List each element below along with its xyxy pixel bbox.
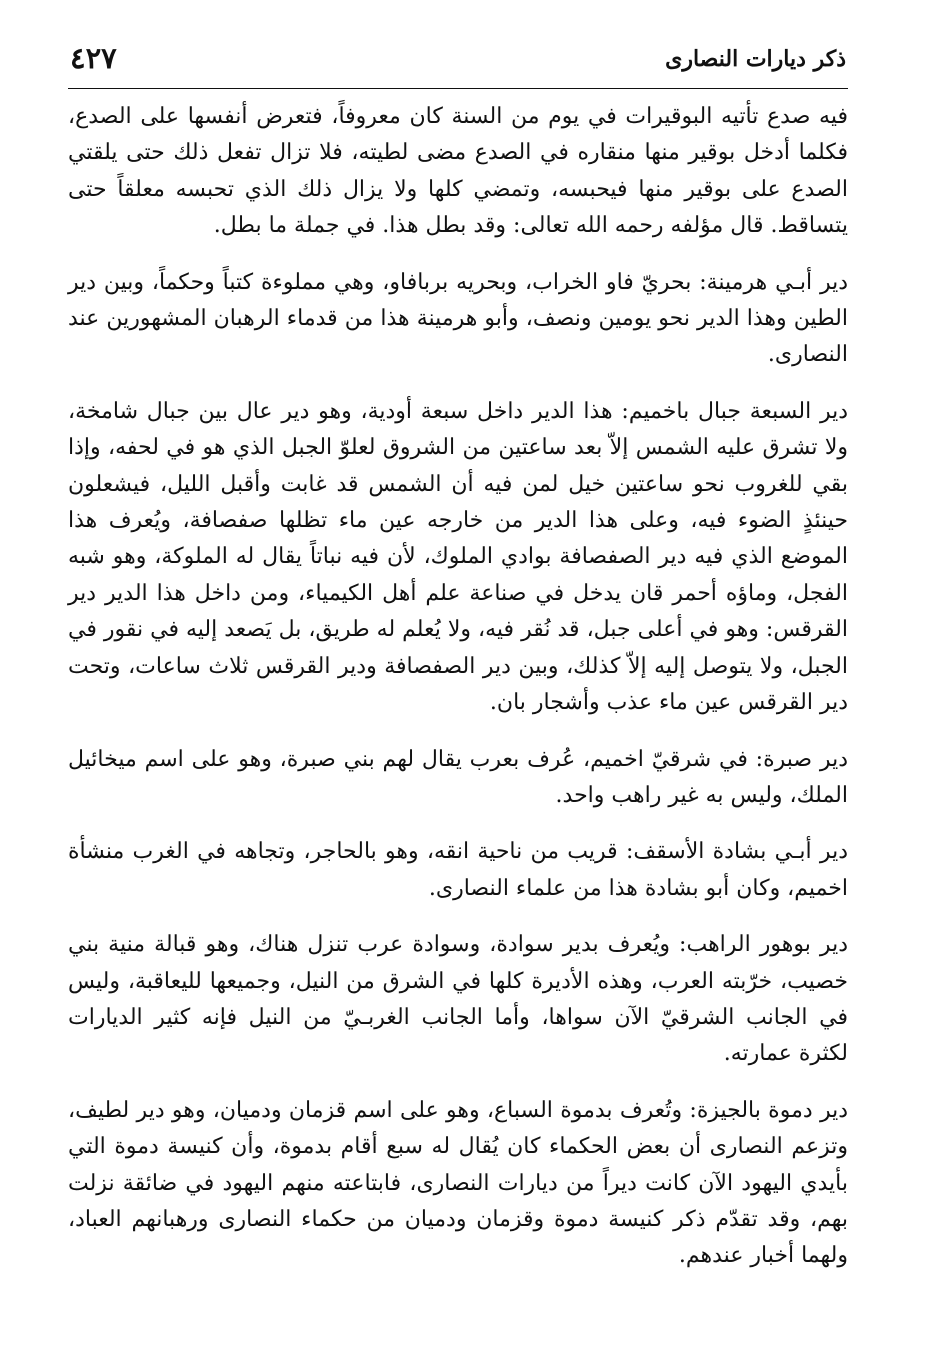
paragraph: دير أبـي بشادة الأسقف: قريب من ناحية انقه، وهو بالحاجر، وتجاهه في الغرب منشأة اخميم، وكان أبو بشادة هذا من علماء النصارى. bbox=[68, 839, 848, 901]
body-text bbox=[68, 99, 848, 1275]
paragraph: دير بوهور الراهب: ويُعرف بدير سوادة، وسوادة عرب تنزل هناك، وهو قبالة منية بني خصيب، خرّبته العرب، وهذه الأديرة كلها في الشرق من النيل، وجميعها لليعاقبة، وليس في الجانب الشرقيّ الآن سواها، وأما الجانب الغربـيّ من النيل فإنه كثير الديارات لكثرة عمارته. bbox=[68, 932, 848, 1067]
book-page bbox=[68, 34, 848, 1334]
paragraph: دير أبـي هرمينة: بحريّ فاو الخراب، وبحريه بربافاو، وهي مملوءة كتباً وحكماً، وبين دير الطين وهذا الدير نحو يومين ونصف، وأبو هرمينة هذا من قدماء الرهبان المشهورين عند النصارى. bbox=[68, 269, 848, 368]
paragraph: دير السبعة جبال باخميم: هذا الدير داخل سبعة أودية، وهو دير عال بين جبال شامخة، ولا تشرق عليه الشمس إلاّ بعد ساعتين من الشروق لعلوّ الجبل الذي هو في لحفه، وإذا بقي للغروب نحو ساعتين خيل لمن فيه أن الشمس قد غابت وأقبل الليل، فيشعلون حينئذٍ الضوء فيه، وعلى هذا الدير من خارجه عين ماء تظلها صفصافة، ويُعرف هذا الموضع الذي فيه دير الصفصافة بوادي الملوك، لأن فيه نباتاً يقال له الملوكة، وهو شبه الفجل، وماؤه أحمر قان يدخل في صناعة علم أهل الكيمياء، ومن داخل هذا الدير دير القرقس: وهو في أعلى جبل، قد نُقر فيه، ولا يُعلم له طريق، بل يَصعد إليه في نقور في الجبل، ولا يتوصل إليه إلاّ كذلك، وبين دير الصفصافة ودير القرقس ثلاث ساعات، وتحت دير القرقس عين ماء عذب وأشجار بان. bbox=[68, 398, 848, 716]
running-title: ذكر ديارات النصارى bbox=[665, 46, 846, 72]
page-header bbox=[68, 34, 848, 89]
page-number: ٤٢٧ bbox=[70, 41, 117, 75]
paragraph: دير دموة بالجيزة: وتُعرف بدموة السباع، وهو على اسم قزمان ودميان، وهو دير لطيف، وتزعم النصارى أن بعض الحكماء كان يُقال له سبع أقام بدموة، وأن كنيسة دموة التي بأيدي اليهود الآن كانت ديراً من ديارات النصارى، فابتاعته منهم اليهود في ضائقة نزلت بهم، وقد تقدّم ذكر كنيسة دموة وقزمان ودميان من حكماء النصارى ورهبانهم العباد، ولهما أخبار عندهم. bbox=[68, 1097, 848, 1269]
paragraph: فيه صدع تأتيه البوقيرات في يوم من السنة كان معروفاً، فتعرض أنفسها على الصدع، فكلما أدخل بوقير منها منقاره في الصدع مضى لطيته، فلا تزال تفعل ذلك حتى يلقتي الصدع على بوقير منها فيحبسه، وتمضي كلها ولا يزال ذلك الذي تحبسه معلقاً حتى يتساقط. قال مؤلفه رحمه الله تعالى: وقد بطل هذا. في جملة ما بطل. bbox=[68, 104, 848, 239]
paragraph: دير صبرة: في شرقيّ اخميم، عُرف بعرب يقال لهم بني صبرة، وهو على اسم ميخائيل الملك، وليس به غير راهب واحد. bbox=[68, 746, 848, 808]
